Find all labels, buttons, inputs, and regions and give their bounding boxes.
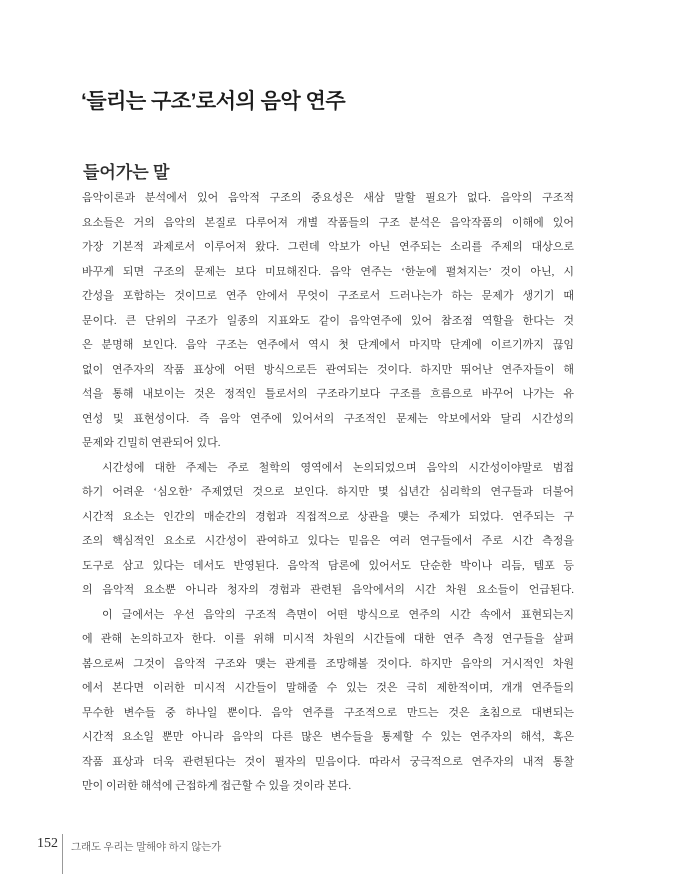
page-title: ‘들리는 구조’로서의 음악 연주 <box>81 90 346 114</box>
body-line: 음악이론과 분석에서 있어 음악적 구조의 중요성은 새삼 말할 필요가 없다. 음악의 구조적 <box>82 192 574 204</box>
body-text <box>82 186 574 799</box>
body-line: 의 음악적 요소뿐 아니라 청자의 경험과 관련된 음악에서의 시간 차원 요소들이 언급된다. <box>82 584 574 596</box>
body-line: 간성을 포함하는 것이므로 연주 안에서 무엇이 구조로서 드러나는가 하는 문제가 생기기 때 <box>82 290 574 302</box>
body-line: 없이 연주자의 작품 표상에 어떤 방식으로든 관여되는 것이다. 하지만 뛰어난 연주자들이 해 <box>82 363 574 376</box>
running-title: 그래도 우리는 말해야 하지 않는가 <box>71 841 222 853</box>
body-line: 은 분명해 보인다. 음악 구조는 연주에서 역시 첫 단계에서 마지막 단계에 이르기까지 끊임 <box>82 339 574 351</box>
body-line: 시간성에 대한 주제는 주로 철학의 영역에서 논의되었으며 음악의 시간성이야말로 범접 <box>102 461 574 474</box>
body-line: 도구로 삼고 있다는 데서도 반영된다. 음악적 담론에 있어서도 단순한 박이나 리듬, 템포 등 <box>82 559 574 572</box>
body-line: 바꾸게 되면 구조의 문제는 보다 미묘해진다. 음악 연주는 ‘한눈에 펼쳐지는’ 것이 아닌, 시 <box>82 265 574 278</box>
body-line: 시간적 요소는 인간의 매순간의 경험과 직접적으로 상관을 맺는 주제가 되었다. 연주되는 구 <box>82 510 574 523</box>
body-line: 에 관해 논의하고자 한다. 이를 위해 미시적 차원의 시간들에 대한 연주 측정 연구들을 살펴 <box>82 633 574 645</box>
body-line: 요소들은 거의 음악의 본질로 다루어져 개별 작품들의 구조 분석은 음악작품의 이해에 있어 <box>82 216 574 229</box>
body-line: 하기 어려운 ‘심오한’ 주제였던 것으로 보인다. 하지만 몇 십년간 심리학의 연구들과 더불어 <box>82 486 574 498</box>
section-heading: 들어가는 말 <box>83 163 170 183</box>
body-line: 이 글에서는 우선 음악의 구조적 측면이 어떤 방식으로 연주의 시간 속에서 표현되는지 <box>102 608 574 621</box>
body-line: 문이다. 큰 단위의 구조가 일종의 지표와도 같이 음악연주에 있어 참조점 역할을 한다는 것 <box>82 314 574 327</box>
body-line: 가장 기본적 과제로서 이루어져 왔다. 그런데 악보가 아닌 연주되는 소리를 주제의 대상으로 <box>82 241 574 253</box>
body-line: 무수한 변수들 중 하나일 뿐이다. 음악 연주를 구조적으로 만드는 것은 초침으로 대변되는 <box>82 706 574 719</box>
body-line: 시간적 요소일 뿐만 아니라 음악의 다른 많은 변수들을 통제할 수 있는 연주자의 해석, 혹은 <box>82 731 574 743</box>
footer-divider <box>62 834 63 874</box>
page-number: 152 <box>37 836 58 851</box>
body-line: 연성 및 표현성이다. 즉 음악 연주에 있어서의 구조적인 문제는 악보에서와 달리 시간성의 <box>82 412 574 425</box>
body-line: 석을 통해 내보이는 것은 정적인 틀로서의 구조라기보다 구조를 흐름으로 바꾸어 나가는 유 <box>82 388 574 400</box>
body-line: 문제와 긴밀히 연관되어 있다. <box>82 437 221 449</box>
body-line: 조의 핵심적인 요소로 시간성이 관여하고 있다는 믿음은 여러 연구들에서 주로 시간 측정을 <box>82 535 574 547</box>
body-line: 만이 이러한 해석에 근접하게 접근할 수 있을 것이라 본다. <box>82 780 352 792</box>
body-line: 봄으로써 그것이 음악적 구조와 맺는 관계를 조망해볼 것이다. 하지만 음악의 거시적인 차원 <box>82 657 574 670</box>
body-line: 작품 표상과 더욱 관련된다는 것이 필자의 믿음이다. 따라서 궁극적으로 연주자의 내적 통찰 <box>82 755 574 768</box>
body-line: 에서 본다면 이러한 미시적 시간들이 말해줄 수 있는 것은 극히 제한적이며, 개개 연주들의 <box>82 682 574 694</box>
